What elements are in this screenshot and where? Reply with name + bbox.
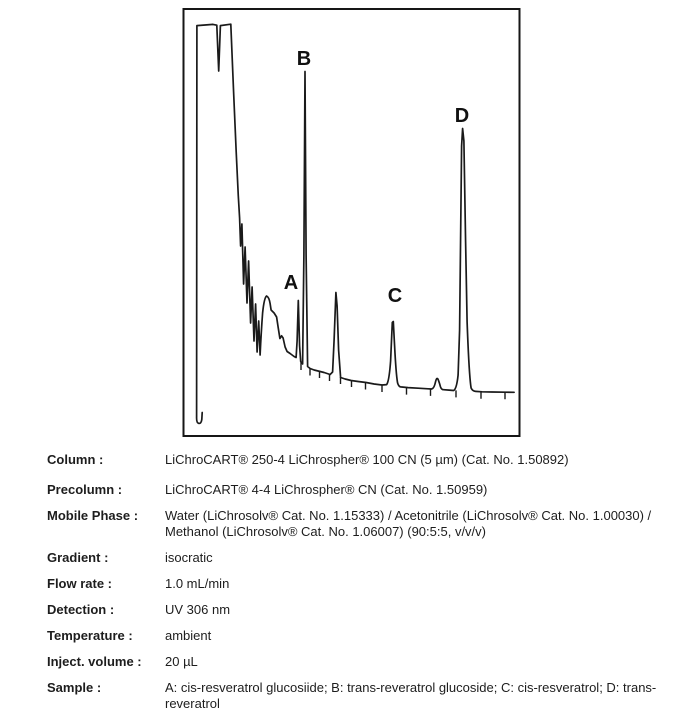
param-label-temperature: Temperature : <box>47 628 133 643</box>
param-row-flow-rate <box>47 576 669 592</box>
peak-label-c: C <box>387 285 403 307</box>
param-value-inject-volume: 20 µL <box>165 654 198 669</box>
param-row-mobile-phase <box>47 508 669 540</box>
param-value-temperature: ambient <box>165 628 212 643</box>
param-value-sample: A: cis-resveratrol glucosiide; B: trans-reveratrol glucoside; C: cis-resveratrol; D: trans-reveratrol <box>165 680 657 711</box>
param-label-mobile-phase: Mobile Phase : <box>47 508 139 523</box>
chromatogram-trace <box>197 24 515 423</box>
param-row-column <box>47 452 669 468</box>
param-value-precolumn: LiChroCART® 4-4 LiChrospher® CN (Cat. No. 1.50959) <box>165 482 488 497</box>
param-row-inject-volume <box>47 654 669 670</box>
time-axis-ticks <box>301 362 505 399</box>
param-row-sample <box>47 680 669 712</box>
method-parameters-table <box>47 452 669 717</box>
peak-label-d: D <box>454 105 470 127</box>
param-row-gradient <box>47 550 669 566</box>
param-value-mobile-phase: Water (LiChrosolv® Cat. No. 1.15333) / Acetonitrile (LiChrosolv® Cat. No. 1.00030) / Methanol (LiChrosolv® Cat. No. 1.06007) (90:5:5, v/v/v) <box>165 508 652 539</box>
param-value-gradient: isocratic <box>165 550 213 565</box>
param-label-flow-rate: Flow rate : <box>47 576 113 591</box>
param-label-gradient: Gradient : <box>47 550 109 565</box>
param-label-precolumn: Precolumn : <box>47 482 123 497</box>
param-label-column: Column : <box>47 452 104 467</box>
param-row-detection <box>47 602 669 618</box>
peak-label-b: B <box>296 48 312 70</box>
param-value-column: LiChroCART® 250-4 LiChrospher® 100 CN (5 µm) (Cat. No. 1.50892) <box>165 452 569 467</box>
peak-label-a: A <box>283 272 299 294</box>
param-value-flow-rate: 1.0 mL/min <box>165 576 230 591</box>
param-row-temperature <box>47 628 669 644</box>
param-row-precolumn <box>47 482 669 498</box>
param-label-detection: Detection : <box>47 602 115 617</box>
param-label-inject-volume: Inject. volume : <box>47 654 142 669</box>
param-label-sample: Sample : <box>47 680 102 695</box>
param-value-detection: UV 306 nm <box>165 602 231 617</box>
